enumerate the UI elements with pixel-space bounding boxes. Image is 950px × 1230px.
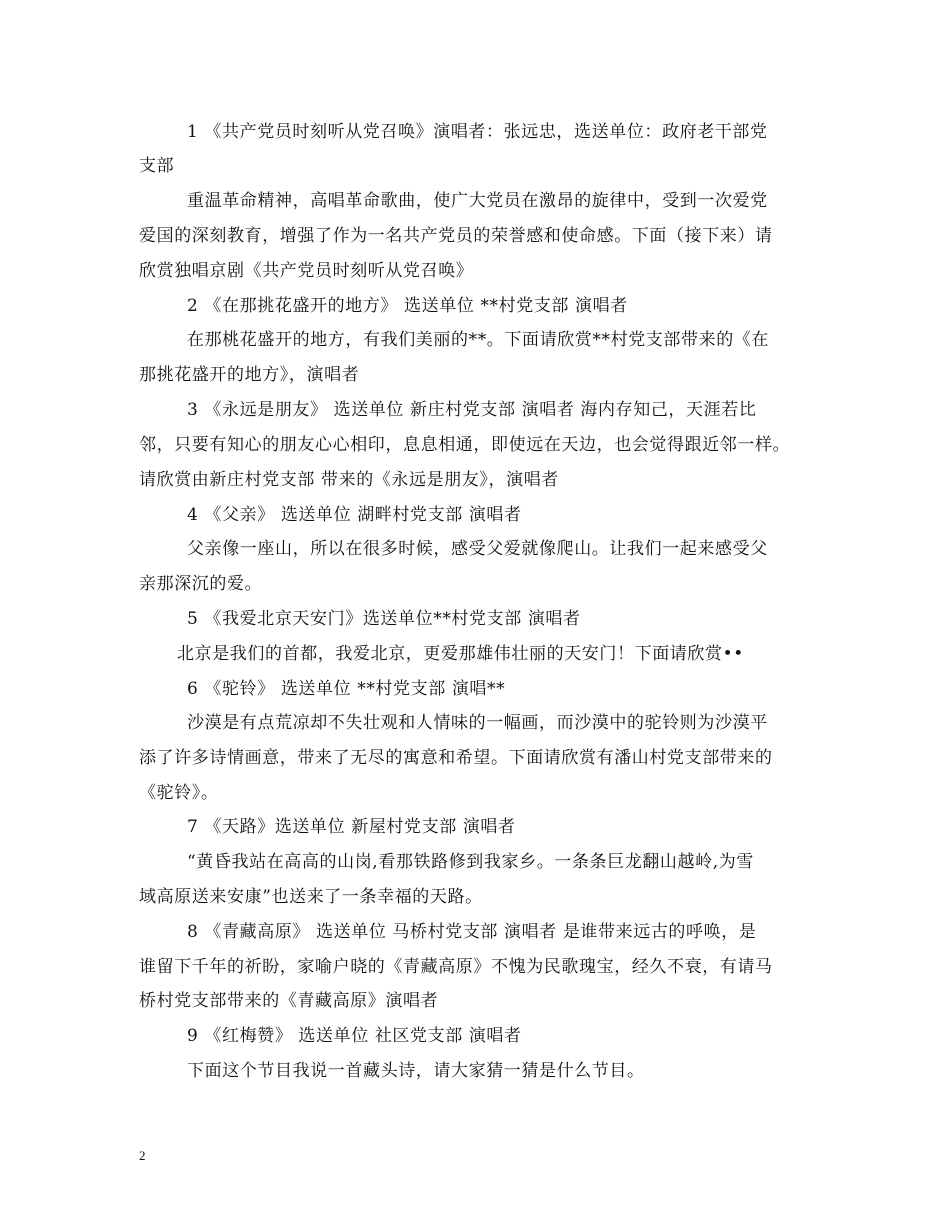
text-line: 欣赏独唱京剧《共产党员时刻听从党召唤》 (139, 261, 474, 281)
text-line: “黄昏我站在高高的山岗,看那铁路修到我家乡。一条条巨龙翻山越岭,为雪 (187, 852, 754, 872)
text-line: 请欣赏由新庄村党支部 带来的《永远是朋友》，演唱者 (139, 470, 559, 490)
text-line: 北京是我们的首都，我爱北京，更爱那雄伟壮丽的天安门！下面请欣赏•• (177, 644, 744, 664)
text-line: 7 《天路》选送单位 新屋村党支部 演唱者 (187, 817, 516, 837)
text-line: 重温革命精神，高唱革命歌曲，使广大党员在激昂的旋律中，受到一次爱党 (187, 191, 768, 211)
text-line: 爱国的深刻教育，增强了作为一名共产党员的荣誉感和使命感。下面（接下来）请 (139, 226, 773, 246)
text-line: 2 《在那挑花盛开的地方》 选送单位 **村党支部 演唱者 (187, 296, 628, 316)
text-line: 在那桃花盛开的地方，有我们美丽的**。下面请欣赏**村党支部带来的《在 (187, 330, 769, 350)
text-line: 6 《驼铃》 选送单位 **村党支部 演唱** (187, 679, 506, 699)
text-line: 邻，只要有知心的朋友心心相印，息息相通，即使远在天边，也会觉得跟近邻一样。 (139, 435, 791, 455)
text-line: 添了许多诗情画意，带来了无尽的寓意和希望。下面请欣赏有潘山村党支部带来的 (139, 748, 773, 768)
text-line: 9 《红梅赞》 选送单位 社区党支部 演唱者 (187, 1026, 522, 1046)
text-line: 5 《我爱北京天安门》选送单位**村党支部 演唱者 (187, 609, 581, 629)
text-line: 亲那深沉的爱。 (139, 574, 263, 594)
text-line: 1 《共产党员时刻听从党召唤》演唱者：张远忠，选送单位：政府老干部党 (187, 122, 768, 142)
text-line: 8 《青藏高原》 选送单位 马桥村党支部 演唱者 是谁带来远古的呼唤，是 (187, 922, 757, 942)
text-line: 沙漠是有点荒凉却不失壮观和人情味的一幅画，而沙漠中的驼铃则为沙漠平 (187, 713, 768, 733)
text-line: 4 《父亲》 选送单位 湖畔村党支部 演唱者 (187, 505, 522, 525)
page-number: 2 (139, 1148, 146, 1163)
text-line: 谁留下千年的祈盼，家喻户晓的《青藏高原》不愧为民歌瑰宝，经久不衰，有请马 (139, 957, 773, 977)
text-line: 3 《永远是朋友》 选送单位 新庄村党支部 演唱者 海内存知己，天涯若比 (187, 400, 757, 420)
text-line: 《驼铃》。 (139, 783, 219, 803)
text-line: 桥村党支部带来的《青藏高原》演唱者 (139, 991, 439, 1011)
text-line: 下面这个节目我说一首藏头诗，请大家猜一猜是什么节目。 (187, 1061, 645, 1081)
text-line: 父亲像一座山，所以在很多时候，感受父爱就像爬山。让我们一起来感受父 (187, 539, 768, 559)
text-line: 域高原送来安康”也送来了一条幸福的天路。 (139, 887, 483, 907)
text-line: 那挑花盛开的地方》，演唱者 (139, 365, 360, 385)
text-line: 支部 (139, 156, 175, 176)
